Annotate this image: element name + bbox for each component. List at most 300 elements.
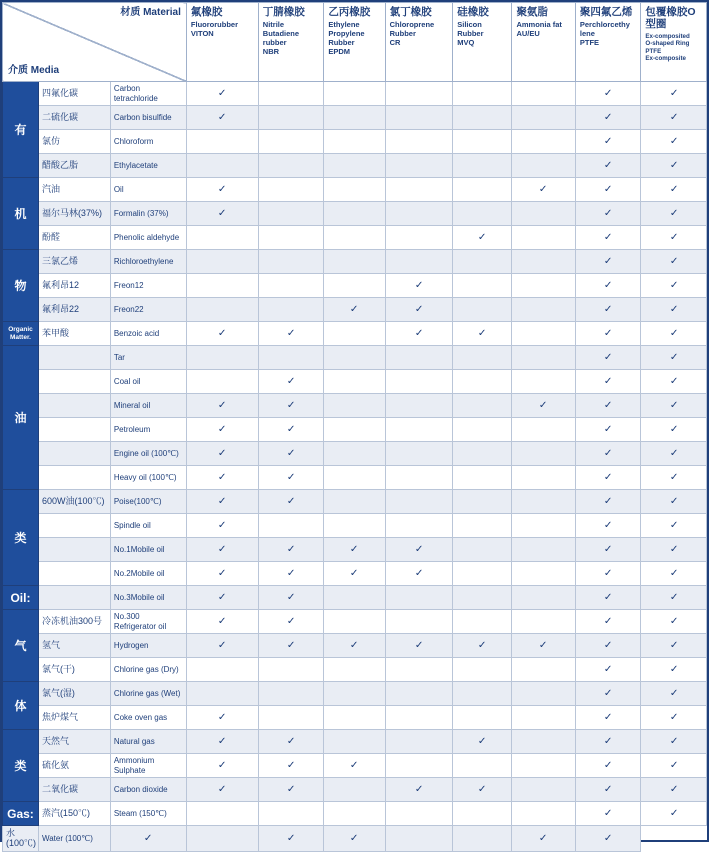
check-icon: ✓ bbox=[669, 376, 679, 387]
compat-cell-nbr bbox=[186, 826, 258, 852]
table-row bbox=[3, 778, 707, 802]
compat-cell-ptfe bbox=[575, 154, 641, 178]
check-icon: ✓ bbox=[603, 136, 613, 147]
compat-cell-cr bbox=[385, 322, 453, 346]
compat-cell-ptfe bbox=[575, 346, 641, 370]
check-icon: ✓ bbox=[603, 616, 613, 627]
check-icon: ✓ bbox=[669, 88, 679, 99]
media-name-cn: 氟利昂12 bbox=[38, 274, 110, 298]
compat-cell-au-eu bbox=[512, 178, 575, 202]
compat-cell-ptfe bbox=[575, 250, 641, 274]
compat-cell-viton bbox=[186, 610, 258, 634]
compat-cell-epdm bbox=[324, 394, 385, 418]
column-header-nbr: 丁腈橡胶 Nitrile Butadiene rubber NBR bbox=[258, 3, 324, 82]
media-name-en: No.1Mobile oil bbox=[110, 538, 186, 562]
compat-cell-ex-composite bbox=[641, 802, 707, 826]
compat-cell-epdm bbox=[324, 658, 385, 682]
compat-cell-au-eu bbox=[512, 418, 575, 442]
media-name-en: Engine oil (100℃) bbox=[110, 442, 186, 466]
check-icon: ✓ bbox=[350, 304, 359, 315]
compat-cell-ptfe bbox=[575, 610, 641, 634]
group-label-text: Oil: bbox=[10, 590, 31, 605]
compat-cell-epdm bbox=[324, 226, 385, 250]
compat-cell-mvq bbox=[453, 658, 512, 682]
media-name-en: Poise(100℃) bbox=[110, 490, 186, 514]
check-icon: ✓ bbox=[477, 784, 487, 795]
compat-cell-au-eu bbox=[512, 610, 575, 634]
compat-cell-mvq bbox=[453, 466, 512, 490]
compat-cell-mvq bbox=[453, 634, 512, 658]
media-name-en: Phenolic aldehyde bbox=[110, 226, 186, 250]
compat-cell-mvq bbox=[453, 322, 512, 346]
compat-cell-cr bbox=[385, 370, 453, 394]
check-icon: ✓ bbox=[414, 280, 424, 291]
check-icon: ✓ bbox=[669, 304, 679, 315]
compat-cell-au-eu bbox=[512, 130, 575, 154]
compat-cell-nbr bbox=[258, 706, 324, 730]
compat-cell-cr bbox=[385, 610, 453, 634]
compat-cell-viton bbox=[186, 466, 258, 490]
compat-cell-viton bbox=[186, 802, 258, 826]
media-name-en: Steam (150℃) bbox=[110, 802, 186, 826]
compat-cell-au-eu bbox=[512, 778, 575, 802]
check-icon: ✓ bbox=[217, 472, 227, 483]
media-name-cn: 四氟化碳 bbox=[38, 82, 110, 106]
compat-cell-au-eu bbox=[512, 250, 575, 274]
media-name-cn bbox=[38, 370, 110, 394]
check-icon: ✓ bbox=[603, 520, 613, 531]
compat-cell-au-eu bbox=[512, 106, 575, 130]
media-name-en: Coke oven gas bbox=[110, 706, 186, 730]
table-row bbox=[3, 394, 707, 418]
compat-cell-mvq bbox=[453, 130, 512, 154]
compat-cell-mvq bbox=[453, 562, 512, 586]
check-icon: ✓ bbox=[603, 568, 613, 579]
compat-cell-cr bbox=[385, 250, 453, 274]
check-icon: ✓ bbox=[603, 208, 613, 219]
media-name-en: Ethylacetate bbox=[110, 154, 186, 178]
compat-cell-cr bbox=[385, 418, 453, 442]
compat-cell-epdm bbox=[324, 418, 385, 442]
compat-cell-viton bbox=[186, 370, 258, 394]
compat-cell-nbr bbox=[258, 658, 324, 682]
check-icon: ✓ bbox=[414, 784, 424, 795]
compat-cell-ex-composite bbox=[641, 514, 707, 538]
check-icon: ✓ bbox=[669, 400, 679, 411]
compat-cell-ptfe bbox=[575, 778, 641, 802]
compat-cell-au-eu bbox=[512, 514, 575, 538]
column-header-viton: 氟橡胶 Fluororubber VITON bbox=[186, 3, 258, 82]
table-row bbox=[3, 466, 707, 490]
check-icon: ✓ bbox=[286, 544, 296, 555]
compat-cell-nbr bbox=[258, 202, 324, 226]
check-icon: ✓ bbox=[669, 520, 679, 531]
table-row bbox=[3, 250, 707, 274]
compat-cell-viton bbox=[186, 106, 258, 130]
check-icon: ✓ bbox=[414, 328, 424, 339]
compat-cell-ex-composite bbox=[641, 658, 707, 682]
check-icon: ✓ bbox=[286, 832, 296, 844]
compat-cell-ptfe bbox=[575, 490, 641, 514]
check-icon: ✓ bbox=[286, 328, 296, 339]
compat-cell-viton bbox=[186, 178, 258, 202]
compat-cell-epdm bbox=[324, 466, 385, 490]
compat-cell-ptfe bbox=[575, 706, 641, 730]
compat-cell-mvq bbox=[453, 490, 512, 514]
group-label-text: Gas: bbox=[7, 806, 34, 821]
compat-cell-ex-composite bbox=[641, 394, 707, 418]
group-label-text: 气 bbox=[14, 638, 27, 653]
check-icon: ✓ bbox=[217, 712, 227, 723]
material-media-compatibility-table bbox=[2, 2, 707, 852]
table-row bbox=[3, 826, 707, 852]
check-icon: ✓ bbox=[669, 568, 679, 579]
check-icon: ✓ bbox=[603, 256, 613, 267]
compat-cell-epdm bbox=[324, 202, 385, 226]
media-name-cn: 醋酸乙脂 bbox=[38, 154, 110, 178]
check-icon: ✓ bbox=[286, 376, 296, 387]
compat-cell-ptfe bbox=[575, 586, 641, 610]
compat-cell-mvq bbox=[453, 178, 512, 202]
compat-cell-ptfe bbox=[575, 82, 641, 106]
check-icon: ✓ bbox=[669, 328, 679, 339]
check-icon: ✓ bbox=[286, 472, 296, 483]
check-icon: ✓ bbox=[217, 736, 227, 747]
compat-cell-epdm bbox=[324, 82, 385, 106]
compat-cell-au-eu bbox=[512, 490, 575, 514]
table-row bbox=[3, 658, 707, 682]
group-label-text: 有 bbox=[14, 122, 27, 137]
media-name-cn bbox=[38, 394, 110, 418]
media-name-cn: 三氯乙烯 bbox=[38, 250, 110, 274]
compat-cell-ex-composite bbox=[641, 682, 707, 706]
check-icon: ✓ bbox=[603, 328, 613, 339]
table-header bbox=[3, 3, 707, 82]
check-icon: ✓ bbox=[217, 400, 227, 411]
media-name-cn bbox=[38, 346, 110, 370]
compat-cell-nbr bbox=[258, 322, 324, 346]
header-corner-cell bbox=[3, 3, 187, 82]
media-name-cn bbox=[38, 514, 110, 538]
media-name-en: Chloroform bbox=[110, 130, 186, 154]
compat-cell-nbr bbox=[258, 586, 324, 610]
compat-cell-viton bbox=[186, 442, 258, 466]
compat-cell-nbr bbox=[258, 298, 324, 322]
compat-cell-viton bbox=[186, 154, 258, 178]
compat-cell-ptfe bbox=[575, 202, 641, 226]
compat-cell-au-eu bbox=[512, 586, 575, 610]
group-label-6 bbox=[3, 586, 39, 610]
compat-cell-viton bbox=[186, 298, 258, 322]
compat-cell-ptfe bbox=[575, 466, 641, 490]
compat-cell-epdm bbox=[324, 490, 385, 514]
compat-cell-mvq bbox=[453, 802, 512, 826]
compat-cell-ex-composite bbox=[641, 346, 707, 370]
media-name-cn: 酚醛 bbox=[38, 226, 110, 250]
check-icon: ✓ bbox=[603, 832, 613, 844]
check-icon: ✓ bbox=[669, 784, 679, 795]
compat-cell-ptfe bbox=[575, 274, 641, 298]
compat-cell-cr bbox=[385, 730, 453, 754]
media-name-cn: 氢气 bbox=[38, 634, 110, 658]
group-label-5 bbox=[3, 490, 39, 586]
compat-cell-au-eu bbox=[512, 346, 575, 370]
compat-cell-ex-composite bbox=[641, 418, 707, 442]
compat-cell-mvq bbox=[453, 298, 512, 322]
compat-cell-ex-composite bbox=[641, 778, 707, 802]
compat-cell-ex-composite bbox=[641, 226, 707, 250]
table-row bbox=[3, 178, 707, 202]
compat-cell-cr bbox=[385, 442, 453, 466]
check-icon: ✓ bbox=[286, 760, 296, 771]
check-icon: ✓ bbox=[217, 208, 227, 219]
check-icon: ✓ bbox=[217, 616, 227, 627]
compat-cell-cr bbox=[385, 346, 453, 370]
compat-cell-mvq bbox=[453, 274, 512, 298]
compat-cell-cr bbox=[385, 490, 453, 514]
compat-cell-epdm bbox=[324, 514, 385, 538]
compat-cell-cr bbox=[385, 562, 453, 586]
check-icon: ✓ bbox=[669, 736, 679, 747]
compat-cell-cr bbox=[385, 106, 453, 130]
check-icon: ✓ bbox=[217, 568, 227, 579]
compat-cell-ptfe bbox=[575, 442, 641, 466]
group-label-1 bbox=[3, 178, 39, 250]
compat-cell-cr bbox=[385, 514, 453, 538]
compat-cell-epdm bbox=[324, 538, 385, 562]
compat-cell-epdm bbox=[324, 730, 385, 754]
table-row bbox=[3, 226, 707, 250]
table-row bbox=[3, 586, 707, 610]
check-icon: ✓ bbox=[603, 280, 613, 291]
compat-cell-cr bbox=[385, 274, 453, 298]
check-icon: ✓ bbox=[217, 424, 227, 435]
compat-cell-viton bbox=[186, 562, 258, 586]
check-icon: ✓ bbox=[669, 424, 679, 435]
compat-cell-mvq bbox=[453, 514, 512, 538]
compat-cell-ptfe bbox=[575, 730, 641, 754]
compat-cell-epdm bbox=[324, 250, 385, 274]
media-name-cn: 焦炉煤气 bbox=[38, 706, 110, 730]
group-label-3 bbox=[3, 322, 39, 346]
compat-cell-epdm bbox=[324, 130, 385, 154]
media-name-en: Spindle oil bbox=[110, 514, 186, 538]
media-name-en: Richloroethylene bbox=[110, 250, 186, 274]
media-name-en: Heavy oil (100℃) bbox=[110, 466, 186, 490]
check-icon: ✓ bbox=[669, 760, 679, 771]
compat-cell-epdm bbox=[324, 322, 385, 346]
compat-cell-nbr bbox=[258, 130, 324, 154]
group-label-text: 油 bbox=[14, 410, 27, 425]
media-name-en: Formalin (37%) bbox=[110, 202, 186, 226]
compat-cell-ex-composite bbox=[641, 634, 707, 658]
compat-cell-nbr bbox=[258, 178, 324, 202]
compat-cell-ex-composite bbox=[641, 706, 707, 730]
column-header-viton-line1: Fluororubber bbox=[190, 20, 238, 30]
table-row bbox=[3, 418, 707, 442]
media-name-cn: 福尔马林(37%) bbox=[38, 202, 110, 226]
check-icon: ✓ bbox=[603, 784, 613, 795]
media-name-cn: 二氧化碳 bbox=[38, 778, 110, 802]
check-icon: ✓ bbox=[217, 544, 227, 555]
column-header-viton-line2: VITON bbox=[190, 29, 214, 39]
column-header-epdm: 乙丙橡胶 Ethylene Propylene Rubber EPDM bbox=[324, 3, 385, 82]
compat-cell-nbr bbox=[258, 490, 324, 514]
compat-cell-epdm bbox=[324, 346, 385, 370]
compat-cell-epdm bbox=[324, 586, 385, 610]
compat-cell-cr bbox=[385, 778, 453, 802]
compat-cell-cr bbox=[385, 202, 453, 226]
media-name-cn: 氟利昂22 bbox=[38, 298, 110, 322]
compat-cell-nbr bbox=[258, 106, 324, 130]
compat-cell-ex-composite bbox=[641, 250, 707, 274]
compat-cell-cr bbox=[385, 586, 453, 610]
column-header-ptfe: 聚四氟乙烯 Perchlorcethy lene PTFE bbox=[575, 3, 641, 82]
check-icon: ✓ bbox=[603, 760, 613, 771]
check-icon: ✓ bbox=[603, 88, 613, 99]
media-name-cn: 苯甲酸 bbox=[38, 322, 110, 346]
compat-cell-ptfe bbox=[575, 418, 641, 442]
table-row bbox=[3, 706, 707, 730]
media-name-cn: 氯气(湿) bbox=[38, 682, 110, 706]
compat-cell-nbr bbox=[258, 538, 324, 562]
column-header-cr: 氯丁橡胶 Chloroprene Rubber CR bbox=[385, 3, 453, 82]
compat-cell-ptfe bbox=[575, 106, 641, 130]
check-icon: ✓ bbox=[603, 664, 613, 675]
table-row bbox=[3, 730, 707, 754]
media-name-cn bbox=[38, 418, 110, 442]
compat-cell-ex-composite bbox=[641, 178, 707, 202]
check-icon: ✓ bbox=[286, 736, 296, 747]
compat-cell-viton bbox=[186, 778, 258, 802]
compat-cell-nbr bbox=[258, 730, 324, 754]
table-body bbox=[3, 82, 707, 852]
check-icon: ✓ bbox=[414, 640, 424, 651]
media-name-cn bbox=[38, 442, 110, 466]
compat-cell-au-eu bbox=[512, 442, 575, 466]
check-icon: ✓ bbox=[603, 544, 613, 555]
compat-cell-nbr bbox=[258, 154, 324, 178]
compat-cell-ex-composite bbox=[641, 322, 707, 346]
compat-cell-nbr bbox=[258, 634, 324, 658]
compat-cell-nbr bbox=[258, 346, 324, 370]
check-icon: ✓ bbox=[603, 112, 613, 123]
media-name-cn bbox=[38, 586, 110, 610]
media-name-cn: 600W油(100℃) bbox=[38, 490, 110, 514]
media-name-en: Mineral oil bbox=[110, 394, 186, 418]
compat-cell-au-eu bbox=[512, 154, 575, 178]
compat-cell-viton bbox=[186, 346, 258, 370]
compat-cell-nbr bbox=[258, 250, 324, 274]
check-icon: ✓ bbox=[603, 640, 613, 651]
media-name-cn: 天然气 bbox=[38, 730, 110, 754]
compat-cell-cr bbox=[385, 130, 453, 154]
media-name-en: Tar bbox=[110, 346, 186, 370]
compat-cell-cr bbox=[324, 826, 385, 852]
compat-cell-ex-composite bbox=[641, 610, 707, 634]
compat-cell-ex-composite bbox=[641, 202, 707, 226]
media-name-cn: 汽油 bbox=[38, 178, 110, 202]
column-header-au-eu: 聚氨脂 Ammonia fat AU/EU bbox=[512, 3, 575, 82]
table-row bbox=[3, 154, 707, 178]
compat-cell-viton bbox=[186, 130, 258, 154]
compat-cell-viton bbox=[186, 226, 258, 250]
check-icon: ✓ bbox=[603, 160, 613, 171]
compat-cell-ex-composite bbox=[641, 274, 707, 298]
media-name-en: Hydrogen bbox=[110, 634, 186, 658]
media-name-cn bbox=[38, 538, 110, 562]
compat-cell-au-eu bbox=[512, 538, 575, 562]
compat-cell-au-eu bbox=[512, 730, 575, 754]
compat-cell-nbr bbox=[258, 274, 324, 298]
compat-cell-nbr bbox=[258, 610, 324, 634]
compat-cell-mvq bbox=[453, 706, 512, 730]
group-label-0 bbox=[3, 82, 39, 178]
media-name-en: Coal oil bbox=[110, 370, 186, 394]
compat-cell-cr bbox=[385, 658, 453, 682]
check-icon: ✓ bbox=[286, 448, 296, 459]
compat-cell-nbr bbox=[258, 514, 324, 538]
check-icon: ✓ bbox=[603, 688, 613, 699]
compat-cell-mvq bbox=[385, 826, 453, 852]
compat-cell-ex-composite bbox=[641, 562, 707, 586]
check-icon: ✓ bbox=[217, 784, 227, 795]
check-icon: ✓ bbox=[669, 232, 679, 243]
compat-cell-nbr bbox=[258, 370, 324, 394]
check-icon: ✓ bbox=[669, 160, 679, 171]
compat-cell-cr bbox=[385, 706, 453, 730]
check-icon: ✓ bbox=[669, 496, 679, 507]
compat-cell-viton bbox=[186, 322, 258, 346]
compat-cell-au-eu bbox=[512, 394, 575, 418]
check-icon: ✓ bbox=[669, 712, 679, 723]
group-label-text: 类 bbox=[14, 530, 27, 545]
check-icon: ✓ bbox=[350, 760, 359, 771]
check-icon: ✓ bbox=[217, 760, 227, 771]
check-icon: ✓ bbox=[217, 640, 227, 651]
media-name-en: Oil bbox=[110, 178, 186, 202]
compat-cell-ptfe bbox=[575, 130, 641, 154]
check-icon: ✓ bbox=[217, 88, 227, 99]
compat-cell-viton bbox=[186, 730, 258, 754]
compat-cell-ex-composite bbox=[641, 466, 707, 490]
compat-cell-epdm bbox=[324, 442, 385, 466]
compat-cell-mvq bbox=[453, 82, 512, 106]
media-name-en: No.3Mobile oil bbox=[110, 586, 186, 610]
media-name-cn bbox=[38, 562, 110, 586]
group-label-text: 体 bbox=[14, 698, 27, 713]
compat-cell-cr bbox=[385, 682, 453, 706]
check-icon: ✓ bbox=[286, 616, 296, 627]
compat-cell-ex-composite bbox=[641, 82, 707, 106]
group-label-text: 物 bbox=[14, 278, 27, 293]
compat-cell-mvq bbox=[453, 538, 512, 562]
compat-cell-cr bbox=[385, 754, 453, 778]
group-label-10 bbox=[3, 802, 39, 826]
media-name-en: Benzoic acid bbox=[110, 322, 186, 346]
compat-cell-ptfe bbox=[575, 226, 641, 250]
compat-cell-epdm bbox=[324, 610, 385, 634]
compat-cell-viton bbox=[186, 394, 258, 418]
column-header-ex-composite: 包覆橡胶O型圈 Ex-composited O-shaped Ring PTFE Ex-composite bbox=[641, 3, 707, 82]
table-row bbox=[3, 634, 707, 658]
compat-cell-mvq bbox=[453, 754, 512, 778]
check-icon: ✓ bbox=[669, 808, 679, 819]
compat-cell-mvq bbox=[453, 442, 512, 466]
compat-cell-ex-composite bbox=[641, 130, 707, 154]
check-icon: ✓ bbox=[669, 448, 679, 459]
check-icon: ✓ bbox=[603, 472, 613, 483]
